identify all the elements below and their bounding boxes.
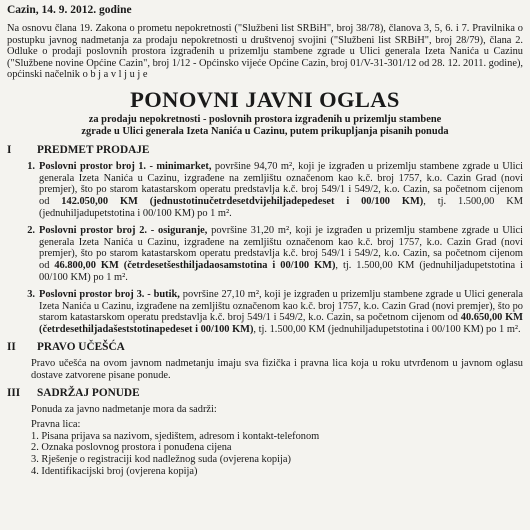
item-unit-price: , tj. 1.500,00 KM (jednuhiljadupetstotina i 00/100 KM) po 1 m². <box>39 195 523 219</box>
intro-paragraph: Na osnovu člana 19. Zakona o prometu nepokretnosti ("Službeni list SRBiH", broj 38/78), članova 3, 5, 6. i 7. Pravilnika o postupku javnog nadmetanja za prodaju nepokretnosti u društvenoj svojini ("Službeni list SRBiH", broj 28/79), člana 2. Odluke o prodaji poslovnih prostora izgrađenih u prizemlju stambene zgrade u Ulici generala Izeta Nanića u Cazinu ("Službene novine Općine Cazin", broj 1/12 - Općinsko vijeće Općine Cazin, broj 01/V-31-301/12 od 28. 12. 2011. godine), općinski načelnik o b j a v l j u j e <box>7 23 523 81</box>
section-paragraph: Ponuda za javno nadmetanje mora da sadrži: <box>31 403 217 415</box>
section-number: III <box>7 386 21 399</box>
item-description: površine 94,70 m², koji je izgrađen u prizemlju stambene zgrade u Ulici generala Izeta Nanića u Cazinu, izgrađene na zemljištu označenom kao k.č. broj 1757, k.o. Cazin Grad (novi premjer), što po starom katastarskom operatu predstavlja k.č. broj 549/1 i 549/2, k.o. Cazin, sa početnom cijenom od <box>39 161 523 207</box>
subtitle-line-2: zgrade u Ulici generala Izeta Nanića u Cazinu, putem prikupljanja pisanih ponuda <box>81 125 449 137</box>
requirements-list <box>31 431 523 477</box>
item-number: 1. <box>27 161 35 173</box>
dateline: Cazin, 14. 9. 2012. godine <box>7 4 132 16</box>
section-heading-predmet-prodaje <box>7 144 523 157</box>
item-unit-price: , tj. 1.500,00 KM (jednuhiljadupetstotina i 00/100 KM) po 1 m². <box>253 323 521 335</box>
section-title: PRAVO UČEŠĆA <box>37 341 125 354</box>
list-item: 3. Rješenje o registraciji kod nadležnog suda (ovjerena kopija) <box>31 454 291 466</box>
item-unit-price: , tj. 1.500,00 KM (jednuhiljadupetstotina i 00/100 KM) po 1 m². <box>39 259 523 283</box>
section-number: II <box>7 341 16 354</box>
item-description: površine 27,10 m², koji je izgrađen u prizemlju stambene zgrade u Ulici generala Izeta Nanića u Cazinu, izgrađene na zemljištu označenom kao k.č. broj 1757, k.o. Cazin Grad (novi premjer), što po starom katastarskom operatu predstavlja k.č. broj 549/1 i 549/2, k.o. Cazin, sa početnom cijenom od <box>39 289 523 324</box>
section-title: SADRŽAJ PONUDE <box>37 386 140 399</box>
item-number: 3. <box>27 289 35 301</box>
section-paragraph: Pravo učešća na ovom javnom nadmetanju imaju sva fizička i pravna lica koja u roku utvrđenom u javnom oglasu dostave zatvorene pisane ponude. <box>31 358 523 382</box>
property-list <box>7 161 523 335</box>
property-item-2 <box>7 225 523 283</box>
item-number: 2. <box>27 225 35 237</box>
section-number: I <box>7 144 12 157</box>
section-heading-sadrzaj-ponude <box>7 387 523 400</box>
notice-subtitle <box>7 114 523 137</box>
property-item-3 <box>7 289 523 335</box>
subtitle-line-1: za prodaju nepokretnosti - poslovnih prostora izgrađenih u prizemlju stambene <box>88 113 442 125</box>
section-title: PREDMET PRODAJE <box>37 144 150 157</box>
item-lead: Poslovni prostor broj 3. - butik, <box>39 289 180 301</box>
item-text <box>39 225 523 283</box>
item-price: 40.650,00 KM (četrdesethiljadašeststotinapedeset i 00/100 KM) <box>39 312 523 335</box>
notice-title: PONOVNI JAVNI OGLAS <box>130 86 400 112</box>
item-description: površine 31,20 m², koji je izgrađen u prizemlju stambene zgrade u Ulici generala Izeta Nanića u Cazinu, izgrađene na zemljištu označenom kao k.č. broj 1757, k.o. Cazin Grad (novi premjer), što po starom katastarskom operatu predstavlja k.č. broj 549/1 i 549/2, k.o. Cazin, sa početnom cijenom od <box>39 225 523 271</box>
item-lead: Poslovni prostor broj 1. - minimarket, <box>39 161 212 173</box>
property-item-1 <box>7 161 523 219</box>
list-item: 2. Oznaka poslovnog prostora i ponuđena cijena <box>31 442 232 454</box>
list-item: 1. Pisana prijava sa nazivom, sjedištem, adresom i kontakt-telefonom <box>31 430 320 442</box>
item-price: 142.050,00 KM (jednustotinučetrdesetdvijehiljadepedeset i 00/100 KM) <box>61 195 424 207</box>
section-sublabel: Pravna lica: <box>31 419 81 431</box>
item-text <box>39 289 523 335</box>
item-text <box>39 161 523 219</box>
item-price: 46.800,00 KM (četrdesetšesthiljadaosamstotina i 00/100 KM) <box>54 259 336 271</box>
section-heading-pravo-ucesca <box>7 341 523 354</box>
list-item: 4. Identifikacijski broj (ovjerena kopija) <box>31 465 198 477</box>
item-lead: Poslovni prostor broj 2. - osiguranje, <box>39 225 208 237</box>
